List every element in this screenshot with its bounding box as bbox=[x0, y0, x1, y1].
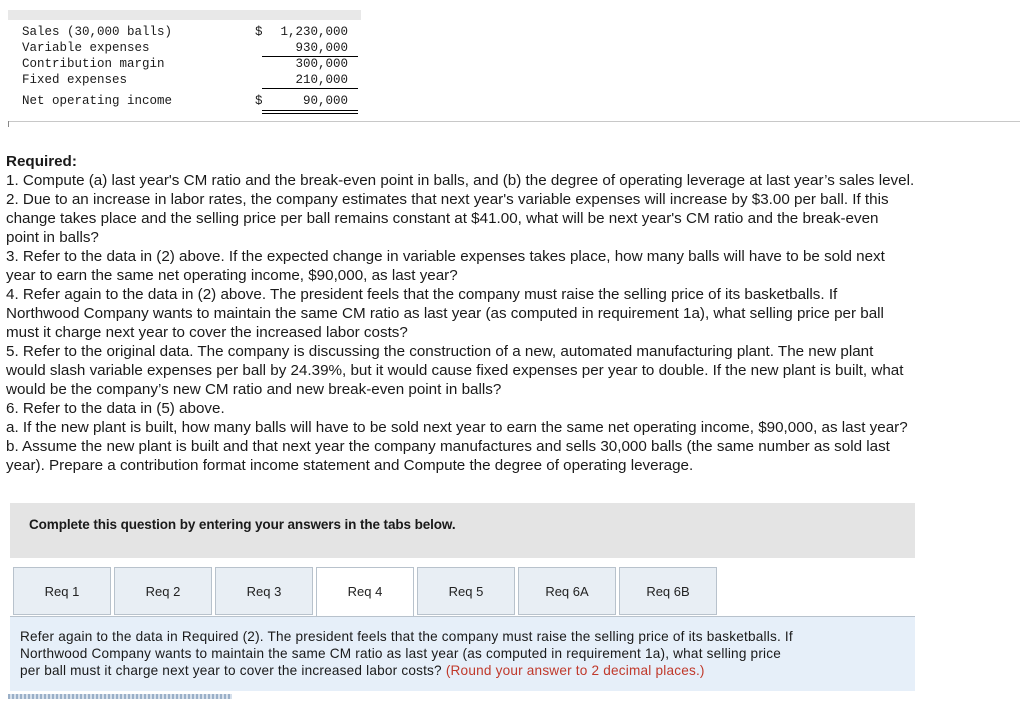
required-line: change takes place and the selling price per ball remains constant at $41.00, what will be next year's CM ratio and the break-even bbox=[6, 210, 879, 227]
row-value: 210,000 bbox=[295, 73, 348, 87]
table-top-band bbox=[8, 10, 361, 20]
row-label: Contribution margin bbox=[22, 57, 165, 71]
rounding-note: (Round your answer to 2 decimal places.) bbox=[445, 663, 705, 678]
required-line: b. Assume the new plant is built and that next year the company manufactures and sells 30,000 balls (the same number as sold last bbox=[6, 438, 890, 455]
tab-req-1[interactable]: Req 1 bbox=[13, 567, 111, 615]
tab-req-6a[interactable]: Req 6A bbox=[518, 567, 616, 615]
required-line: year). Prepare a contribution format income statement and Compute the degree of operating leverage. bbox=[6, 457, 694, 474]
table-row bbox=[8, 72, 361, 88]
divider-tick bbox=[8, 121, 9, 127]
required-line: 5. Refer to the original data. The company is discussing the construction of a new, automated manufacturing plant. The new plant bbox=[6, 343, 874, 360]
required-line: 2. Due to an increase in labor rates, the company estimates that next year's variable expenses will increase by $3.00 per ball. If this bbox=[6, 191, 889, 208]
tab-req-4[interactable]: Req 4 bbox=[316, 567, 414, 617]
instruction-text: Complete this question by entering your answers in the tabs below. bbox=[29, 517, 456, 532]
income-statement-table bbox=[8, 10, 361, 118]
row-label: Variable expenses bbox=[22, 41, 150, 55]
required-line: would slash variable expenses per ball by 24.39%, but it would cause fixed expenses per year to double. If the new plant is built, what bbox=[6, 362, 904, 379]
tab-req-5[interactable]: Req 5 bbox=[417, 567, 515, 615]
panel-line: Refer again to the data in Required (2). The president feels that the company must raise the selling price of its basketballs. If bbox=[20, 629, 793, 644]
required-line: 4. Refer again to the data in (2) above. The president feels that the company must raise the selling price of its basketballs. If bbox=[6, 286, 838, 303]
required-line: Northwood Company wants to maintain the same CM ratio as last year (as computed in requirement 1a), what selling price per ball bbox=[6, 305, 884, 322]
divider bbox=[8, 121, 1020, 122]
row-label: Sales (30,000 balls) bbox=[22, 25, 173, 39]
required-line: would be the company’s new CM ratio and new break-even point in balls? bbox=[6, 381, 502, 398]
tab-req-3[interactable]: Req 3 bbox=[215, 567, 313, 615]
row-label: Net operating income bbox=[22, 94, 173, 108]
tab-req-2[interactable]: Req 2 bbox=[114, 567, 212, 615]
row-value: 300,000 bbox=[295, 57, 348, 71]
requirement-tabs bbox=[13, 567, 918, 617]
row-value: 1,230,000 bbox=[280, 25, 348, 39]
required-line: 3. Refer to the data in (2) above. If the expected change in variable expenses takes place, how many balls will have to be sold next bbox=[6, 248, 885, 265]
required-line: 1. Compute (a) last year's CM ratio and the break-even point in balls, and (b) the degree of operating leverage at last year’s sales level. bbox=[6, 172, 915, 189]
panel-question bbox=[20, 628, 910, 679]
row-currency: $ bbox=[255, 25, 263, 39]
row-value: 90,000 bbox=[302, 94, 348, 108]
row-value: 930,000 bbox=[295, 41, 348, 55]
underline bbox=[262, 88, 358, 89]
required-line: 6. Refer to the data in (5) above. bbox=[6, 400, 225, 417]
row-label: Fixed expenses bbox=[22, 73, 128, 87]
tab-req-6b[interactable]: Req 6B bbox=[619, 567, 717, 615]
table-row bbox=[8, 56, 361, 72]
panel-line-text: per ball must it charge next year to cover the increased labor costs? bbox=[20, 663, 442, 678]
required-line: a. If the new plant is built, how many balls will have to be sold next year to earn the same net operating income, $90,000, as last year? bbox=[6, 419, 908, 436]
instruction-box bbox=[10, 503, 915, 558]
horizontal-scrollbar[interactable] bbox=[8, 694, 232, 699]
tab-panel bbox=[10, 616, 915, 691]
row-currency: $ bbox=[255, 94, 263, 108]
table-row bbox=[8, 40, 361, 56]
table-row bbox=[8, 24, 361, 40]
required-line: year to earn the same net operating income, $90,000, as last year? bbox=[6, 267, 458, 284]
panel-line: Northwood Company wants to maintain the same CM ratio as last year (as computed in requirement 1a), what selling price bbox=[20, 646, 782, 661]
required-heading: Required: bbox=[6, 153, 77, 170]
required-line: must it charge next year to cover the increased labor costs? bbox=[6, 324, 408, 341]
required-section bbox=[6, 152, 1016, 475]
double-underline bbox=[262, 110, 358, 114]
table-row bbox=[8, 93, 361, 109]
required-line: point in balls? bbox=[6, 229, 99, 246]
panel-line-last bbox=[20, 662, 910, 679]
